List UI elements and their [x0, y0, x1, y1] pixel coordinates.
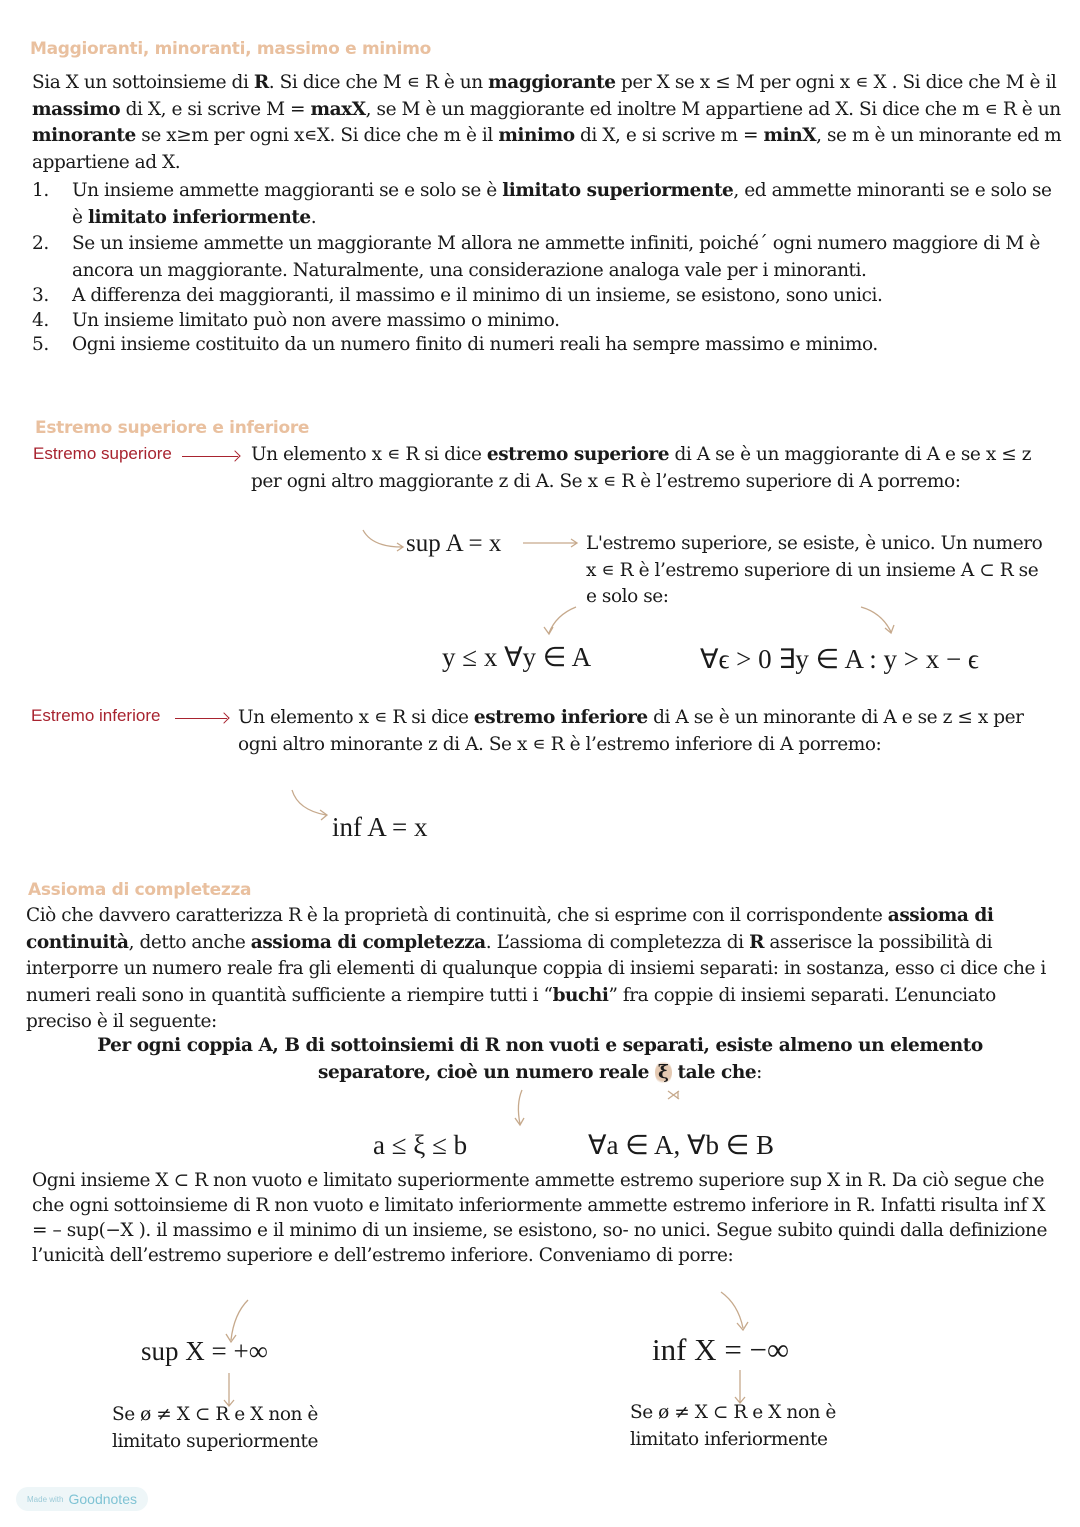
- definition-paragraph: Sia X un sottoinsieme di R. Si dice che M ∊ R è un maggiorante per X se x ≤ M per ogni x ∊ X . Si dice che M è il massimo di X, e si scrive M = maxX, se M è un maggiorante ed inoltre M appartiene ad X. Si dice che m ∊ R è un minorante se x≥m per ogni x∊X. Si dice che m è il minimo di X, e si scrive m = minX, se m è un minorante ed m appartiene ad X.: [32, 72, 1062, 173]
- list-item: 2. Se un insieme ammette un maggiorante M allora ne ammette infiniti, poiché´ ogni numero maggiore di M è ancora un maggiorante. Naturalmente, una considerazione analoga vale per i minoranti.: [32, 233, 1040, 281]
- properties-list: [32, 178, 1052, 359]
- section-heading-assioma: Assioma di completezza: [28, 880, 252, 900]
- inf-infinity-formula: inf X = −∞: [652, 1332, 790, 1367]
- side-label-estremo-inferiore: Estremo inferiore: [31, 706, 161, 725]
- section-heading-estremo: Estremo superiore e inferiore: [35, 418, 310, 438]
- sup-condition-1: y ≤ x ∀y ∈ A: [442, 642, 592, 672]
- sup-formula: sup A = x: [406, 530, 502, 557]
- curved-arrow-icon: [718, 1290, 752, 1334]
- axiom-formula-inequality: a ≤ ξ ≤ b: [373, 1130, 468, 1160]
- section-heading-maggioranti: Maggioranti, minoranti, massimo e minimo: [30, 39, 432, 59]
- xi-highlight: ξ: [655, 1060, 672, 1085]
- list-item: 5. Ogni insieme costituito da un numero finito di numeri reali ha sempre massimo e minimo.: [32, 334, 878, 355]
- sup-infinity-formula: sup X = +∞: [141, 1336, 268, 1366]
- axiom-statement: Per ogni coppia A, B di sottoinsiemi di R non vuoti e separati, esiste almeno un elemento separatore, cioè un numero reale ξ tale che:: [97, 1035, 983, 1083]
- sup-definition-paragraph: Un elemento x ∊ R si dice estremo superiore di A se è un maggiorante di A e se x ≤ z per ogni altro maggiorante z di A. Se x ∊ R è l’estremo superiore di A porremo:: [251, 444, 1032, 492]
- list-item: 4. Un insieme limitato può non avere massimo o minimo.: [32, 309, 560, 331]
- axiom-formula-quantifiers: ∀a ∈ A, ∀b ∈ B: [588, 1130, 774, 1160]
- cross-mark-icon: [666, 1089, 682, 1101]
- sup-condition-2: ∀ϵ > 0 ∃y ∈ A : y > x − ϵ: [700, 644, 979, 674]
- goodnotes-watermark: Made with Goodnotes: [16, 1487, 148, 1511]
- arrow-right-icon: [175, 718, 227, 719]
- inf-formula: inf A = x: [332, 812, 428, 842]
- inf-infinity-note: Se ø ≠ X ⊂ R e X non è limitato inferiormente: [630, 1402, 836, 1450]
- curved-arrow-icon: [360, 527, 410, 553]
- arrow-right-icon: [182, 456, 238, 457]
- sup-infinity-note: Se ø ≠ X ⊂ R e X non è limitato superiormente: [112, 1404, 319, 1452]
- curved-arrow-icon: [858, 605, 898, 637]
- inf-definition-paragraph: Un elemento x ∊ R si dice estremo inferiore di A se è un minorante di A e se z ≤ x per ogni altro minorante z di A. Se x ∊ R è l’estremo inferiore di A porremo:: [238, 707, 1024, 755]
- list-item: 3. A differenza dei maggioranti, il massimo e il minimo di un insieme, se esistono, sono unici.: [32, 285, 883, 306]
- curved-arrow-icon: [288, 788, 332, 822]
- sup-uniqueness-note: L'estremo superiore, se esiste, è unico. Un numero x ∊ R è l’estremo superiore di un insieme A ⊂ R se e solo se:: [586, 533, 1043, 607]
- arrow-right-icon: [522, 536, 580, 550]
- curved-arrow-icon: [508, 1088, 530, 1128]
- curved-arrow-icon: [540, 605, 580, 637]
- completeness-paragraph: Ciò che davvero caratterizza R è la proprietà di continuità, che si esprime con il corrispondente assioma di continuità, detto anche assioma di completezza. L’assioma di completezza di R asserisce la possibilità di interporre un numero reale fra gli elementi di qualunque coppia di insiemi separati: in sostanza, esso ci dice che i numeri reali sono in quantità sufficiente a riempire tutti i “buchi” fra coppie di insiemi separati. L’enunciato preciso è il seguente:: [26, 905, 1046, 1032]
- goodnotes-logo: Goodnotes: [68, 1491, 137, 1507]
- side-label-estremo-superiore: Estremo superiore: [33, 444, 172, 463]
- completeness-consequence-paragraph: Ogni insieme X ⊂ R non vuoto e limitato superiormente ammette estremo superiore sup X in R. Da ciò segue che che ogni sottoinsieme di R non vuoto e limitato inferiormente ammette estremo inferiore in R. Infatti risulta inf X = – sup(−X ). il massimo e il minimo di un insieme, se esistono, so- no unici. Segue subito quindi dalla definizione l’unicità dell’estremo superiore e dell’estremo inferiore. Conveniamo di porre:: [32, 1170, 1048, 1266]
- list-item: 1. Un insieme ammette maggioranti se e solo se è limitato superiormente, ed ammette minoranti se e solo se è limitato inferiormente.: [32, 180, 1052, 228]
